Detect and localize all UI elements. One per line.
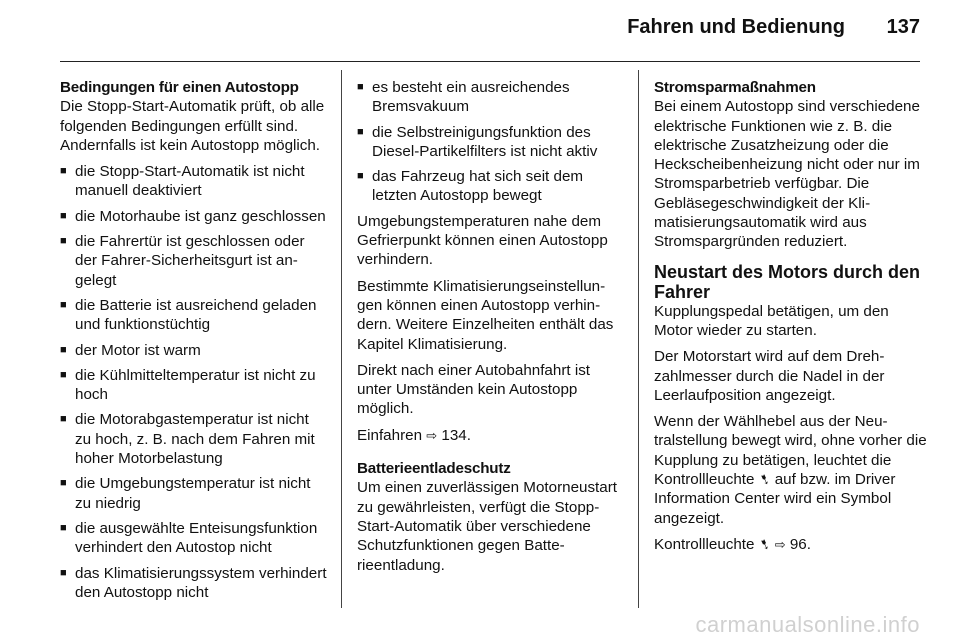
heading-battery-protection: Batterieentladeschutz [357,460,511,478]
cross-reference-page[interactable]: 134. [441,426,471,444]
paragraph-text: Wenn der Wählhebel aus der Neutralstellung bewegt wird, ohne vorher die Kupplung zu betätigen, leuchtet die Kontrollleuchte [654,413,927,489]
reference-arrow-icon: ⇨ [426,427,438,443]
list-item: ■ die Stopp-Start-Automatik ist nicht manuell deaktiviert [60,162,328,201]
stop-start-indicator-icon: ➷ [756,534,774,554]
page-number: 137 [886,16,920,38]
paragraph: Der Motorstart wird auf dem Drehzahlmesser durch die Nadel in der Leerlaufposition angezeigt. [654,348,885,404]
list-item: ■ die Selbstreinigungsfunktion des Diesel-Partikelfilters ist nicht aktiv [357,123,625,162]
list-item: ■ die Motorhaube ist ganz geschlossen [60,207,328,226]
list-item: ■ es besteht ein ausreichendes Bremsvakuum [357,78,625,117]
cross-reference [357,426,625,445]
paragraph: Bestimmte Klimatisierungseinstellungen können einen Autostopp verhindern. Weitere Einzelheiten enthält das Kapitel Klimatisierung. [357,277,614,353]
list-item: ■ die Kühlmitteltemperatur ist nicht zu hoch [60,366,328,405]
paragraph: Um einen zuverlässigen Motorneustart zu gewährleisten, verfügt die Stopp-Start-Automatik über verschiedene Schutzfunktionen gegen Batterieentladung. [357,479,617,574]
condition-list-continued [357,78,625,206]
paragraph-text: auf bzw. im Driver Information Center wird ein Symbol angezeigt. [654,471,896,527]
watermark: carmanualsonline.info [695,612,920,637]
column-1 [60,78,328,608]
paragraph [654,412,929,528]
column-2 [357,78,625,582]
cross-reference-page[interactable]: 96. [789,535,811,553]
cross-reference-text: Einfahren [357,426,423,444]
condition-list [60,162,328,602]
list-item: ■ die Motorabgastemperatur ist nicht zu hoch, z. B. nach dem Fahren mit hoher Motorbelastung [60,410,328,468]
paragraph: Direkt nach einer Autobahnfahrt ist unter Umständen kein Autostopp möglich. [357,361,591,418]
stop-start-indicator-icon: ➷ [756,469,774,489]
column-divider-2 [638,70,639,608]
paragraph: Kupplungspedal betätigen, um den Motor wieder zu starten. [654,302,889,339]
list-item: ■ die Batterie ist ausreichend geladen und funktionstüchtig [60,296,328,335]
column-3 [654,78,929,561]
section-heading-restart: Neustart des Motors durch den Fahrer [654,261,921,302]
list-item: ■ die Umgebungstemperatur ist nicht zu niedrig [60,474,328,513]
paragraph: Umgebungstemperaturen nahe dem Gefrierpunkt können einen Autostopp verhindern. [357,212,608,269]
list-item: ■ die ausgewählte Enteisungsfunktion verhindert den Autostop nicht [60,519,328,558]
list-item: ■ das Klimatisierungssystem verhindert den Autostopp nicht [60,564,328,603]
column-divider-1 [341,70,342,608]
list-item: ■ der Motor ist warm [60,341,328,360]
page-title: Fahren und Bedienung [627,16,845,38]
cross-reference-text: Kontrollleuchte [654,535,755,553]
cross-reference [654,535,929,554]
paragraph: Bei einem Autostopp sind verschiedene elektrische Funktionen wie z. B. die elektrische Zusatzheizung oder die Heckscheibenheizung nicht oder nur im Stromsparbetrieb verfügbar. Die Gebläsegeschwindigkeit der Klimatisierungsautomatik wird aus Stromspargründen reduziert. [654,98,920,251]
list-item: ■ die Fahrertür ist geschlossen oder der Fahrer-Sicherheitsgurt ist angelegt [60,232,328,290]
header-divider [60,61,920,62]
list-item: ■ das Fahrzeug hat sich seit dem letzten Autostopp bewegt [357,167,625,206]
heading-power-saving: Stromsparmaßnahmen [654,79,816,96]
heading-autostopp-conditions: Bedingungen für einen Autostopp [60,79,299,96]
reference-arrow-icon: ⇨ [774,536,786,552]
intro-paragraph: Die Stopp-Start-Automatik prüft, ob alle folgenden Bedingungen erfüllt sind. Andernfalls ist kein Autostopp möglich. [60,98,325,154]
page-header [0,0,960,60]
